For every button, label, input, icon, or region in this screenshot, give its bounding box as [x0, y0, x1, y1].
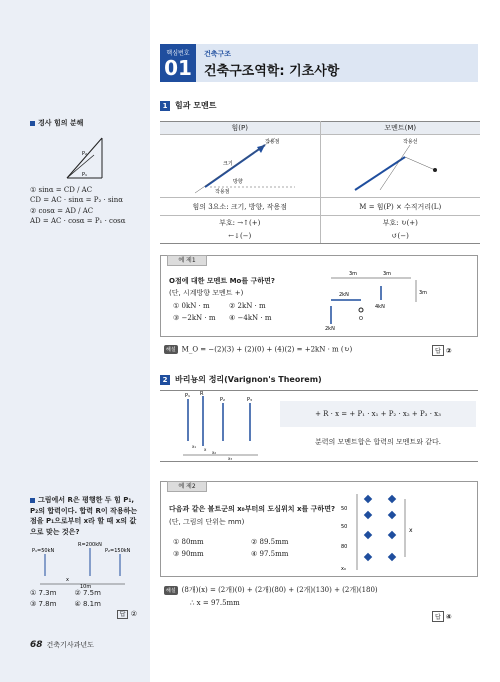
- table-head-moment: 모멘트(M): [320, 122, 480, 135]
- example-1-option-3: ③ −2kN · m: [173, 314, 216, 322]
- varignon-figure: [178, 391, 278, 461]
- var-x-label: x: [204, 447, 207, 452]
- fig-span-label: 10m: [80, 584, 92, 588]
- section-1-heading: [160, 100, 216, 111]
- force-figure-cell: [160, 135, 320, 198]
- table-row3-col2: ↺(−): [320, 230, 480, 244]
- ex1-force-2kn-b: 2kN: [325, 326, 335, 332]
- example-1-sub: (단, 시계방향 모멘트 +): [169, 289, 244, 297]
- example-2-option-3: ③ 90mm: [173, 550, 204, 558]
- var-p2-label: P₂: [220, 397, 226, 403]
- page-footer: [30, 640, 94, 650]
- page-number: 68: [30, 640, 43, 650]
- chapter-tag: 핵심번호: [166, 50, 190, 57]
- varignon-note: 분력의 모멘트합은 합력의 모멘트와 같다.: [314, 438, 442, 446]
- parallel-forces-figure: [30, 540, 140, 588]
- table-row2-col1: 부호: →↑(+): [160, 216, 320, 230]
- sidebar-decomposition: [30, 118, 145, 227]
- sidebar-decomposition-title: 경사 힘의 분해: [30, 118, 145, 129]
- fig-label-p1: P₁: [82, 171, 88, 178]
- sidebar-problem-line-4: 으로 맞는 것은?: [30, 527, 80, 536]
- sidebar-line-1: ① sinα = CD / AC: [30, 185, 93, 194]
- example-2-label: 예 제2: [167, 481, 207, 492]
- bolt-dim-3: 80: [341, 544, 348, 550]
- example-2-box: [160, 481, 478, 577]
- force-moment-table: [160, 121, 480, 244]
- example-2-question: 다음과 같은 볼트군의 x₀부터의 도심위치 x를 구하면?: [169, 505, 336, 513]
- sidebar-option-2: ② 7.5m: [74, 589, 101, 597]
- example-2-answer: 답 ④: [432, 611, 452, 622]
- book-title: 건축기사과년도: [46, 641, 94, 649]
- section-2-title: 바리뇽의 정리(Varignon's Theorem): [175, 375, 322, 384]
- example-1-option-4: ④ −4kN · m: [229, 314, 272, 322]
- fig-p2-label: P₂=150kN: [105, 548, 131, 554]
- example-1-figure: [321, 266, 431, 332]
- force-figure: [165, 135, 315, 195]
- var-x3-label: x₃: [228, 456, 232, 461]
- sidebar-problem-line-1: 그림에서 R은 평행한 두 힘 P₁,: [30, 495, 145, 506]
- ex1-force-2kn-a: 2kN: [339, 292, 349, 298]
- sidebar-line-2: CD = AC · sinα = P₂ · sinα: [30, 196, 124, 204]
- example-2-sub: (단, 그림의 단위는 mm): [169, 518, 245, 526]
- fig-x-label: x: [66, 577, 69, 583]
- example-1-solution-tag: 해설: [166, 347, 176, 353]
- ex1-dim-2: 3m: [383, 271, 392, 277]
- example-1-solution: [164, 345, 352, 354]
- force-fig-pt-label: 작용점: [214, 189, 230, 195]
- sidebar-option-4: ④ 8.1m: [74, 599, 101, 608]
- fig-label-p2: P₂: [82, 150, 88, 157]
- table-row2-col2: 부호: ↻(+): [320, 216, 480, 230]
- bolt-dim-2: 50: [341, 524, 348, 530]
- fig-r-label: R=200kN: [78, 542, 102, 548]
- chapter-subtitle: 건축구조: [204, 50, 232, 58]
- chapter-badge: [160, 44, 196, 82]
- example-2-solution-text: (8개)(x) = (2개)(0) + (2개)(80) + (2개)(130) + (2개)(180): [181, 586, 378, 594]
- example-1-solution-text: M_O = −(2)(3) + (2)(0) + (4)(2) = +2kN · m (↻): [181, 345, 353, 354]
- sidebar-problem: [30, 495, 145, 620]
- chapter-number: 01: [164, 56, 192, 80]
- example-2-solution-tag: 해설: [166, 587, 176, 594]
- decomposition-figure: [42, 133, 132, 183]
- sidebar-problem-line-2: P₂의 합력이다. 합력 R이 작용하는: [30, 506, 138, 515]
- bolt-x0-label: x₀: [341, 566, 346, 572]
- section-2-heading: [160, 374, 322, 385]
- table-row1-col1: 힘의 3요소: 크기, 방향, 작용점: [160, 198, 320, 216]
- section-1-title: 힘과 모멘트: [175, 101, 217, 110]
- bolt-x-label: x: [409, 527, 413, 534]
- bolt-group-figure: [339, 488, 419, 574]
- varignon-block: [160, 390, 478, 462]
- example-1-answer: 답 ②: [432, 345, 452, 356]
- fig-p1-label: P₁=50kN: [32, 548, 55, 554]
- sidebar-option-3: ③ 7.8m: [30, 599, 57, 608]
- example-1-option-1: ① 0kN · m: [173, 302, 210, 310]
- example-2-option-1: ① 80mm: [173, 538, 204, 546]
- varignon-formula: + R · x = + P₁ · x₁ + P₂ · x₂ + P₃ · x₃: [280, 401, 476, 427]
- sidebar-problem-line-3: 점을 P₁으로부터 x라 할 때 x의 값: [30, 517, 137, 525]
- example-1-option-2: ② 2kN · m: [229, 302, 266, 310]
- sidebar-option-1: ① 7.3m: [30, 589, 57, 597]
- ex1-dim-1: 3m: [349, 271, 358, 277]
- table-head-force: 힘(P): [160, 122, 320, 135]
- sidebar-line-4: AD = AC · cosα = P₁ · cosα: [30, 217, 126, 225]
- var-r-label: R: [200, 391, 204, 397]
- table-row3-col1: ←↓(−): [160, 230, 320, 244]
- example-2-solution-result: ∴ x = 97.5mm: [190, 599, 240, 607]
- bolt-dim-1: 50: [341, 506, 348, 512]
- moment-figure-cell: [320, 135, 480, 198]
- force-fig-size-label: 크기: [222, 161, 233, 167]
- example-1-label: 예 제1: [167, 255, 207, 266]
- force-fig-point-label: 작용점: [264, 139, 280, 145]
- table-row1-col2: M = 힘(P) × 수직거리(L): [320, 198, 480, 216]
- var-p3-label: P₃: [247, 397, 253, 403]
- section-2-number: 2: [160, 375, 170, 385]
- var-x2-label: x₂: [212, 450, 216, 455]
- moment-fig-line-label: 작용선: [403, 139, 418, 145]
- section-1-number: 1: [160, 101, 170, 111]
- sidebar-line-3: ② cosα = AD / AC: [30, 206, 94, 215]
- ex1-dim-3: 3m: [419, 290, 428, 296]
- moment-figure: [325, 135, 475, 195]
- ex1-force-4kn: 4kN: [375, 304, 385, 310]
- chapter-title: 건축구조역학: 기초사항: [204, 64, 340, 79]
- example-1-box: [160, 255, 478, 337]
- sidebar-answer: 답 ②: [30, 609, 145, 620]
- example-2-option-4: ④ 97.5mm: [251, 550, 289, 558]
- chapter-header: [160, 44, 478, 82]
- ex1-point-o: O: [359, 316, 363, 322]
- example-2-solution: [164, 585, 378, 607]
- force-fig-dir-label: 방향: [232, 179, 243, 185]
- example-1-question: O점에 대한 모멘트 Mo를 구하면?: [169, 277, 275, 285]
- var-p1-label: P₁: [185, 393, 191, 399]
- var-x1-label: x₁: [192, 444, 196, 449]
- example-2-option-2: ② 89.5mm: [251, 538, 289, 546]
